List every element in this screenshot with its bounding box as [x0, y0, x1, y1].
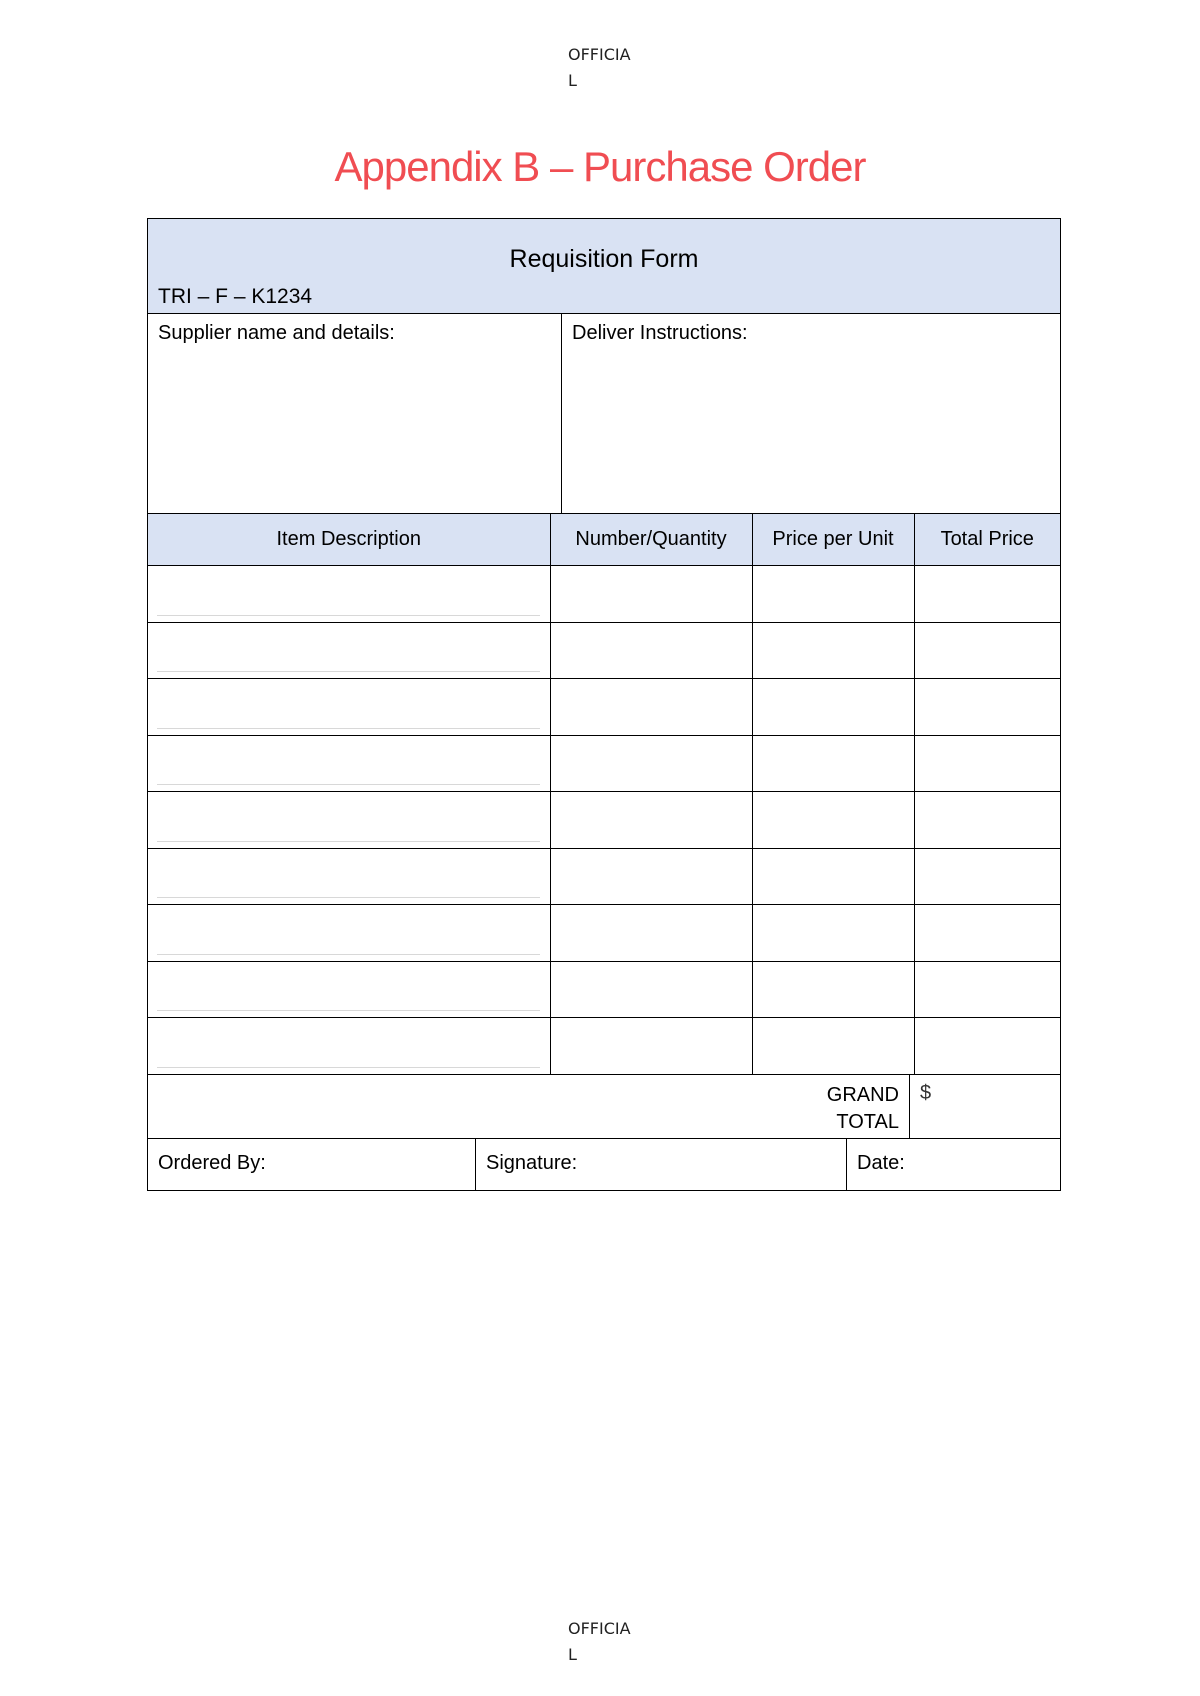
item-description-cell[interactable]: [148, 735, 550, 792]
item-description-cell[interactable]: [148, 905, 550, 962]
grand-total-label: GRAND TOTAL: [148, 1075, 910, 1138]
quantity-cell[interactable]: [550, 679, 752, 736]
price-per-unit-cell[interactable]: [752, 792, 914, 849]
total-price-cell[interactable]: [914, 622, 1060, 679]
table-row: [148, 905, 1060, 962]
price-per-unit-cell[interactable]: [752, 848, 914, 905]
purchase-order-form: [147, 218, 1061, 1191]
total-price-cell[interactable]: [914, 679, 1060, 736]
price-per-unit-cell[interactable]: [752, 961, 914, 1018]
table-row: [148, 622, 1060, 679]
total-price-cell[interactable]: [914, 905, 1060, 962]
description-underline: [157, 954, 540, 955]
table-row: [148, 961, 1060, 1018]
table-row: [148, 566, 1060, 623]
item-description-cell[interactable]: [148, 961, 550, 1018]
column-header-total-price: Total Price: [914, 514, 1060, 566]
table-row: [148, 735, 1060, 792]
item-description-cell[interactable]: [148, 622, 550, 679]
description-underline: [157, 615, 540, 616]
signoff-row: [148, 1139, 1060, 1190]
quantity-cell[interactable]: [550, 622, 752, 679]
ordered-by-field[interactable]: [148, 1139, 476, 1190]
quantity-cell[interactable]: [550, 735, 752, 792]
column-header-price-per-unit: Price per Unit: [752, 514, 914, 566]
item-description-cell[interactable]: [148, 566, 550, 623]
security-marking-bottom: OFFICIA L: [568, 1619, 631, 1664]
total-price-cell[interactable]: [914, 566, 1060, 623]
item-description-cell[interactable]: [148, 848, 550, 905]
column-header-quantity: Number/Quantity: [550, 514, 752, 566]
description-underline: [157, 897, 540, 898]
ordered-by-label: Ordered By:: [158, 1151, 266, 1174]
date-label: Date:: [857, 1151, 905, 1174]
grand-total-value[interactable]: $: [920, 1081, 932, 1104]
description-underline: [157, 841, 540, 842]
total-price-cell[interactable]: [914, 1018, 1060, 1075]
item-description-cell[interactable]: [148, 679, 550, 736]
details-row: [148, 314, 1060, 514]
description-underline: [157, 728, 540, 729]
column-header-item-description: Item Description: [148, 514, 550, 566]
form-header-title: Requisition Form: [509, 245, 699, 273]
price-per-unit-cell[interactable]: [752, 905, 914, 962]
items-header-row: [148, 514, 1060, 566]
table-row: [148, 1018, 1060, 1075]
total-price-cell[interactable]: [914, 735, 1060, 792]
security-marking-top: OFFICIA L: [568, 45, 631, 90]
price-per-unit-cell[interactable]: [752, 622, 914, 679]
page-title: Appendix B – Purchase Order: [334, 143, 866, 190]
supplier-details-field[interactable]: [148, 314, 562, 513]
supplier-label: Supplier name and details:: [158, 322, 395, 344]
deliver-instructions-field[interactable]: [562, 314, 1060, 513]
total-price-cell[interactable]: [914, 961, 1060, 1018]
items-table: [148, 514, 1060, 1075]
table-row: [148, 792, 1060, 849]
grand-total-row: [148, 1075, 1060, 1139]
price-per-unit-cell[interactable]: [752, 1018, 914, 1075]
deliver-label: Deliver Instructions:: [572, 322, 748, 344]
item-description-cell[interactable]: [148, 1018, 550, 1075]
description-underline: [157, 1010, 540, 1011]
signature-label: Signature:: [486, 1151, 578, 1174]
price-per-unit-cell[interactable]: [752, 566, 914, 623]
quantity-cell[interactable]: [550, 566, 752, 623]
quantity-cell[interactable]: [550, 905, 752, 962]
table-row: [148, 848, 1060, 905]
description-underline: [157, 784, 540, 785]
form-code: TRI – F – K1234: [158, 285, 313, 308]
signature-field[interactable]: [476, 1139, 847, 1190]
price-per-unit-cell[interactable]: [752, 679, 914, 736]
total-price-cell[interactable]: [914, 792, 1060, 849]
table-row: [148, 679, 1060, 736]
price-per-unit-cell[interactable]: [752, 735, 914, 792]
form-header: [148, 219, 1060, 314]
quantity-cell[interactable]: [550, 961, 752, 1018]
quantity-cell[interactable]: [550, 1018, 752, 1075]
item-description-cell[interactable]: [148, 792, 550, 849]
date-field[interactable]: [847, 1139, 1060, 1190]
quantity-cell[interactable]: [550, 848, 752, 905]
description-underline: [157, 1067, 540, 1068]
total-price-cell[interactable]: [914, 848, 1060, 905]
description-underline: [157, 671, 540, 672]
quantity-cell[interactable]: [550, 792, 752, 849]
